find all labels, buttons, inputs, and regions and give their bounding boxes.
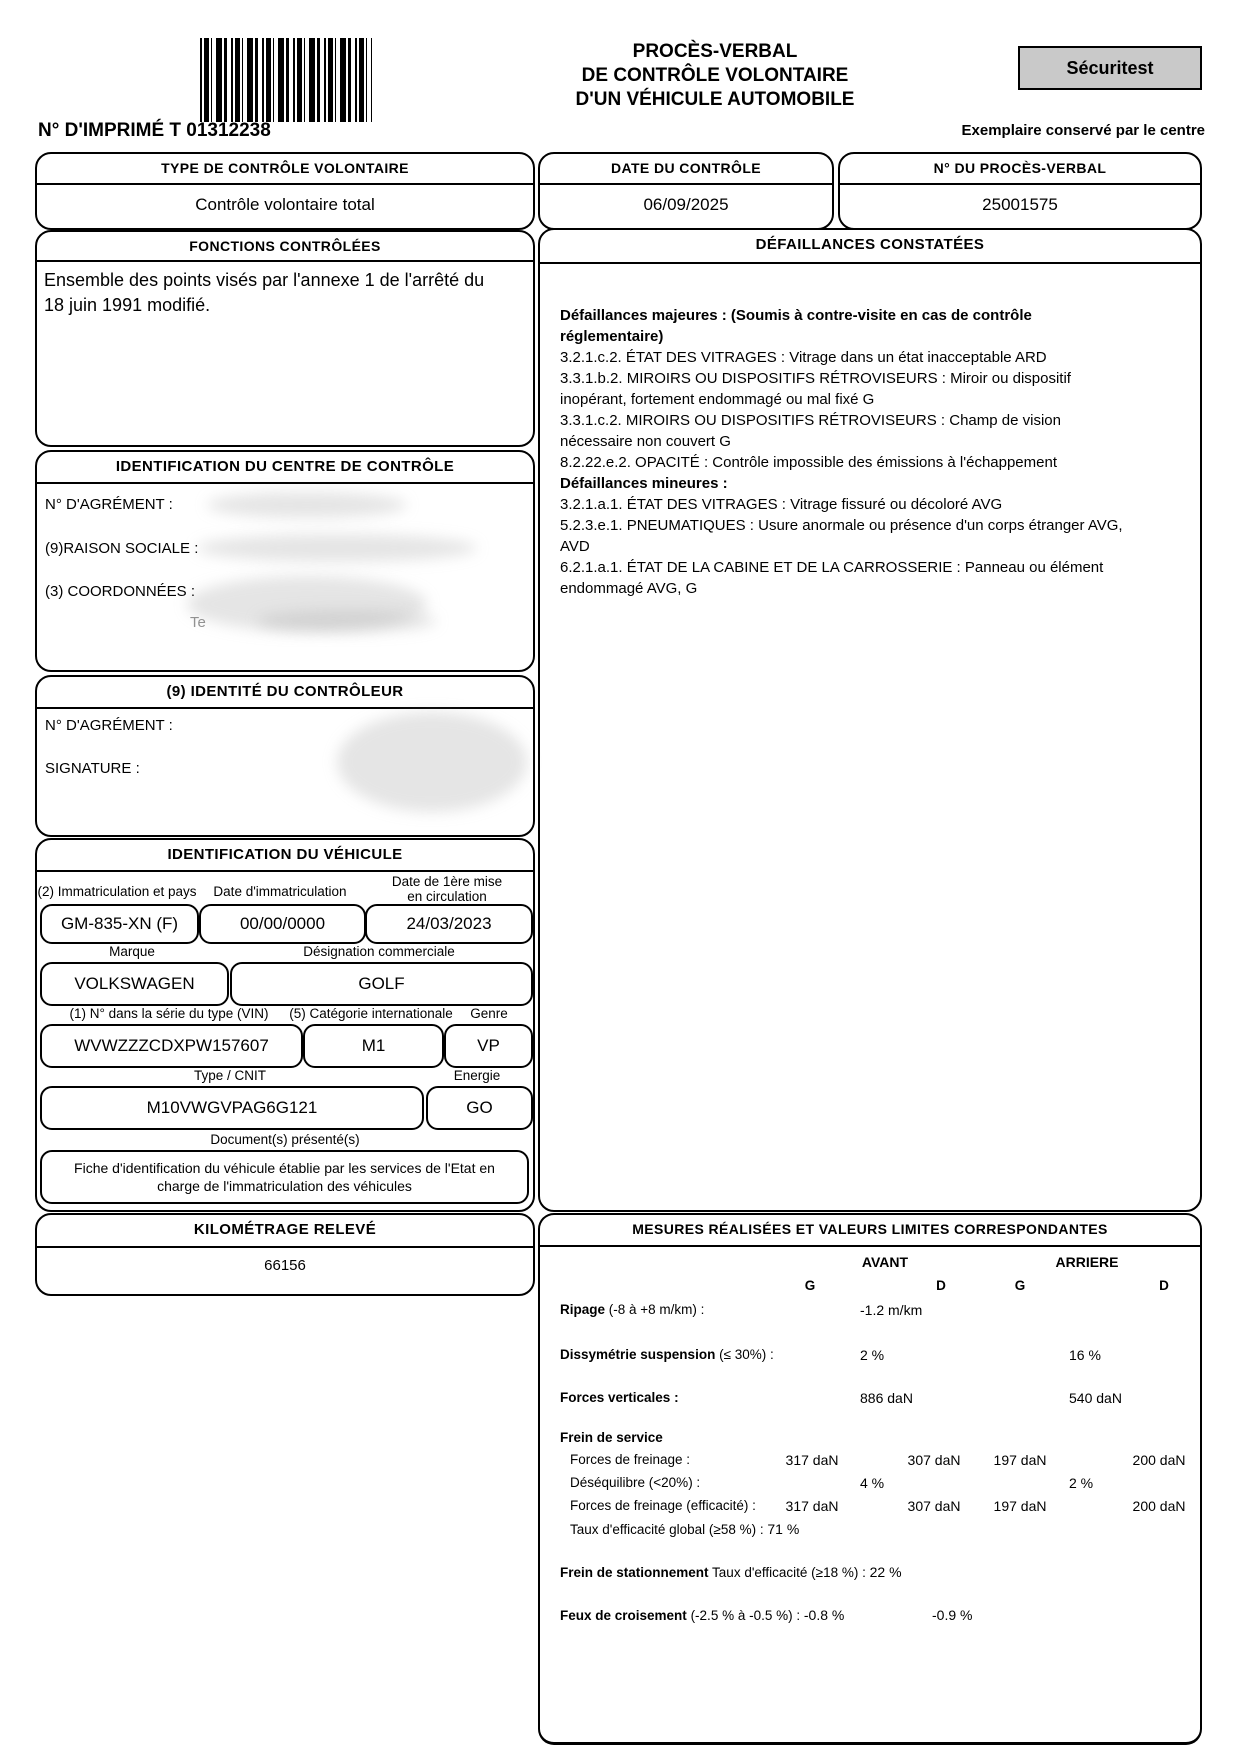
- section-kilometrage: [35, 1213, 535, 1296]
- defect-item: 3.2.1.c.2. ÉTAT DES VITRAGES : Vitrage dans un état inacceptable ARD: [560, 349, 1047, 366]
- forces-freinage-eff-g-avant: 317 daN: [785, 1498, 839, 1514]
- section-title: IDENTIFICATION DU CENTRE DE CONTRÔLE: [115, 458, 455, 475]
- redaction-smudge: [257, 610, 437, 632]
- energie-label: Energie: [453, 1068, 501, 1083]
- divider: [37, 260, 533, 262]
- divider: [37, 482, 533, 484]
- forces-verticales-avant: 886 daN: [860, 1390, 913, 1406]
- centre-agrement-label: N° D'AGRÉMENT :: [45, 496, 173, 513]
- col-header-avant: AVANT: [861, 1254, 909, 1270]
- box-title: N° DU PROCÈS-VERBAL: [933, 160, 1107, 176]
- divider: [37, 870, 533, 872]
- col-header-g-arriere: G: [1014, 1278, 1026, 1293]
- defects-list: [560, 305, 1125, 599]
- copy-note: Exemplaire conservé par le centre: [961, 122, 1205, 139]
- marque-value: VOLKSWAGEN: [40, 962, 229, 1006]
- title-line-1: PROCÈS-VERBAL: [632, 41, 798, 62]
- box-date-controle: [538, 152, 834, 230]
- forces-freinage-d-avant: 307 daN: [907, 1452, 961, 1468]
- defect-item: 3.3.1.c.2. MIROIRS OU DISPOSITIFS RÉTROVISEURS : Champ de vision nécessaire non couvert G: [560, 412, 1061, 450]
- section-title: DÉFAILLANCES CONSTATÉES: [755, 236, 985, 253]
- forces-freinage-g-arriere: 197 daN: [993, 1452, 1047, 1468]
- redaction-smudge: [197, 534, 477, 562]
- print-number: N° D'IMPRIMÉ T 01312238: [38, 120, 271, 141]
- row-ripage-label: Ripage (-8 à +8 m/km) :: [560, 1302, 705, 1317]
- genre-label: Genre: [470, 1006, 508, 1021]
- row-forces-freinage-label: Forces de freinage :: [570, 1452, 691, 1467]
- forces-freinage-d-arriere: 200 daN: [1132, 1452, 1186, 1468]
- row-desequilibre-label: Déséquilibre (<20%) :: [570, 1475, 701, 1490]
- defect-item: 8.2.22.e.2. OPACITÉ : Contrôle impossible des émissions à l'échappement: [560, 454, 1057, 471]
- ripage-value: -1.2 m/km: [860, 1302, 923, 1318]
- designation-label: Désignation commerciale: [303, 944, 455, 959]
- immat-value: GM-835-XN (F): [40, 904, 199, 944]
- type-cnit-label: Type / CNIT: [193, 1068, 267, 1083]
- immat-label: (2) Immatriculation et pays: [37, 884, 197, 899]
- section-title: (9) IDENTITÉ DU CONTRÔLEUR: [166, 683, 404, 700]
- defect-item: 6.2.1.a.1. ÉTAT DE LA CABINE ET DE LA CARROSSERIE : Panneau ou élément endommagé AVG, G: [560, 559, 1104, 597]
- col-header-g-avant: G: [804, 1278, 816, 1293]
- section-mesures: [538, 1213, 1202, 1745]
- date-controle-value: 06/09/2025: [643, 195, 729, 214]
- divider: [540, 1245, 1200, 1247]
- section-centre: [35, 450, 535, 672]
- row-dissymetrie-label: Dissymétrie suspension (≤ 30%) :: [560, 1347, 774, 1362]
- centre-raison-label: (9)RAISON SOCIALE :: [45, 540, 199, 557]
- section-title: FONCTIONS CONTRÔLÉES: [189, 238, 381, 254]
- row-forces-verticales-label: Forces verticales :: [560, 1390, 679, 1405]
- documents-value: Fiche d'identification du véhicule établie par les services de l'Etat en charge de l'immatriculation des véhicules: [40, 1150, 529, 1204]
- title-line-2: DE CONTRÔLE VOLONTAIRE: [581, 65, 849, 86]
- col-header-d-arriere: D: [1159, 1278, 1169, 1293]
- section-title: KILOMÉTRAGE RELEVÉ: [193, 1221, 377, 1238]
- marque-label: Marque: [109, 944, 155, 959]
- kilometrage-value: 66156: [264, 1257, 306, 1274]
- frein-stationnement-value: 22 %: [869, 1564, 902, 1580]
- barcode: [200, 38, 372, 122]
- title-line-3: D'UN VÉHICULE AUTOMOBILE: [575, 89, 855, 110]
- section-title: MESURES RÉALISÉES ET VALEURS LIMITES CORRESPONDANTES: [632, 1221, 1108, 1237]
- dissymetrie-arriere: 16 %: [1069, 1347, 1101, 1363]
- divider: [37, 183, 533, 185]
- desequilibre-avant: 4 %: [860, 1475, 885, 1491]
- date-immat-value: 00/00/0000: [199, 904, 366, 944]
- section-vehicule: [35, 838, 535, 1212]
- divider: [540, 262, 1200, 264]
- redaction-smudge: [207, 492, 407, 518]
- row-taux-global: Taux d'efficacité global (≥58 %) : 71 %: [570, 1521, 800, 1537]
- forces-freinage-g-avant: 317 daN: [785, 1452, 839, 1468]
- divider: [37, 707, 533, 709]
- feux-croisement-avant: -0.8 %: [803, 1607, 845, 1623]
- energie-value: GO: [426, 1086, 533, 1130]
- section-defaillances: [538, 228, 1202, 1212]
- dissymetrie-avant: 2 %: [860, 1347, 885, 1363]
- redacted-text: Te: [190, 614, 206, 631]
- brand-badge: Sécuritest: [1018, 46, 1202, 90]
- desequilibre-arriere: 2 %: [1069, 1475, 1094, 1491]
- categorie-label: (5) Catégorie internationale: [289, 1006, 453, 1021]
- controleur-signature-label: SIGNATURE :: [45, 760, 140, 777]
- documents-label: Document(s) présenté(s): [210, 1132, 360, 1147]
- vin-label: (1) N° dans la série du type (VIN): [69, 1006, 269, 1021]
- defects-heading-majeures: Défaillances majeures : (Soumis à contre-visite en cas de contrôle réglementaire): [560, 307, 1032, 345]
- date-circ-value: 24/03/2023: [365, 904, 533, 944]
- box-title: TYPE DE CONTRÔLE VOLONTAIRE: [161, 160, 409, 176]
- row-forces-freinage-eff-label: Forces de freinage (efficacité) :: [570, 1498, 756, 1513]
- divider: [840, 183, 1200, 185]
- section-fonctions: [35, 230, 535, 447]
- section-title: IDENTIFICATION DU VÉHICULE: [167, 846, 403, 863]
- section-controleur: [35, 675, 535, 837]
- col-header-d-avant: D: [936, 1278, 946, 1293]
- row-frein-service-label: Frein de service: [560, 1430, 663, 1445]
- controleur-agrement-label: N° D'AGRÉMENT :: [45, 717, 173, 734]
- redaction-smudge: [337, 712, 527, 812]
- divider: [37, 1246, 533, 1248]
- date-immat-label: Date d'immatriculation: [213, 884, 347, 899]
- genre-value: VP: [444, 1024, 533, 1068]
- divider: [540, 183, 832, 185]
- taux-global-value: 71 %: [767, 1521, 800, 1537]
- defect-item: 3.2.1.a.1. ÉTAT DES VITRAGES : Vitrage fissuré ou décoloré AVG: [560, 496, 1003, 513]
- forces-freinage-eff-d-avant: 307 daN: [907, 1498, 961, 1514]
- row-frein-stationnement: Frein de stationnement Taux d'efficacité (≥18 %) : 22 %: [560, 1564, 902, 1580]
- vin-value: WVWZZZCDXPW157607: [40, 1024, 303, 1068]
- type-controle-value: Contrôle volontaire total: [195, 195, 375, 214]
- document-title: [555, 40, 875, 112]
- type-cnit-value: M10VWGVPAG6G121: [40, 1086, 424, 1130]
- centre-coordonnees-label: (3) COORDONNÉES :: [45, 583, 196, 600]
- forces-freinage-eff-g-arriere: 197 daN: [993, 1498, 1047, 1514]
- fonctions-text: Ensemble des points visés par l'annexe 1 de l'arrêté du 18 juin 1991 modifié.: [44, 270, 485, 315]
- forces-verticales-arriere: 540 daN: [1069, 1390, 1122, 1406]
- box-title: DATE DU CONTRÔLE: [610, 160, 762, 176]
- row-feux-croisement: Feux de croisement (-2.5 % à -0.5 %) : -0.8 %: [560, 1607, 845, 1623]
- defect-item: 3.3.1.b.2. MIROIRS OU DISPOSITIFS RÉTROVISEURS : Miroir ou dispositif inopérant, fortement endommagé ou mal fixé G: [560, 370, 1071, 408]
- box-type-controle: [35, 152, 535, 230]
- date-circ-label: Date de 1ère mise en circulation: [391, 874, 503, 904]
- feux-croisement-arriere: -0.9 %: [932, 1607, 973, 1623]
- designation-value: GOLF: [230, 962, 533, 1006]
- col-header-arriere: ARRIERE: [1055, 1254, 1119, 1270]
- pv-number-value: 25001575: [982, 195, 1058, 214]
- box-pv-number: [838, 152, 1202, 230]
- forces-freinage-eff-d-arriere: 200 daN: [1132, 1498, 1186, 1514]
- defects-heading-mineures: Défaillances mineures :: [560, 475, 728, 492]
- defect-item: 5.2.3.e.1. PNEUMATIQUES : Usure anormale ou présence d'un corps étranger AVG, AVD: [560, 517, 1123, 555]
- categorie-value: M1: [303, 1024, 444, 1068]
